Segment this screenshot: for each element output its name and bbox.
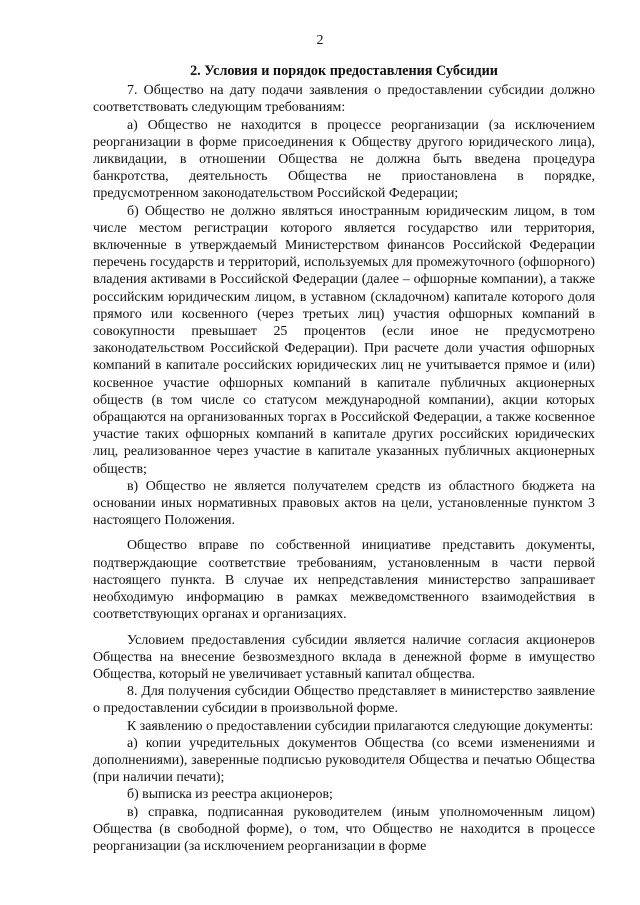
section-title: 2. Условия и порядок предоставления Субсидии <box>190 63 498 79</box>
requirement-v: в) Общество не является получателем средств из областного бюджета на основании иных нормативных правовых актов на цели, установленные пунктом 3 настоящего Положения. <box>93 478 595 529</box>
paragraph-7-intro: 7. Общество на дату подачи заявления о предоставлении субсидии должно соответствовать следующим требованиям: <box>93 83 595 116</box>
requirement-b: б) Общество не должно являться иностранным юридическим лицом, в том числе местом регистрации которого является государство или территория, включенные в утверждаемый Министерством финансов Российской Федерации перечень государств и территорий, используемых для промежуточного (офшорного) владения активами в Российской Федерации (далее – офшорные компании), а также российским юридическим лицом, в уставном (складочном) капитале которого доля прямого или косвенного (через третьих лиц) участия офшорных компаний в совокупности превышает 25 процентов (если иное не предусмотрено законодательством Российской Федерации). При расчете доли участия офшорных компаний в капитале российских юридических лиц не учитывается прямое и (или) косвенное участие офшорных компаний в капитале публичных акционерных обществ (в том числе со статусом международной компании), акции которых обращаются на организованных торгах в Российской Федерации, а также косвенное участие таких офшорных компаний в капитале других российских юридических лиц, реализованное через участие в капитале указанных публичных акционерных обществ; <box>93 203 595 477</box>
attachment-v: в) справка, подписанная руководителем (иным уполномоченным лицом) Общества (в свободной форме), о том, что Общество не находится в процессе реорганизации (за исключением реорганизации в форме <box>93 804 595 854</box>
requirement-a: а) Общество не находится в процессе реорганизации (за исключением реорганизации в форме присоединения к Обществу другого юридического лица), ликвидации, в отношении Общества не должна быть введена процедура банкротства, деятельность Общества не приостановлена в порядке, предусмотренном законодательством Российской Федерации; <box>93 117 595 202</box>
page-number: 2 <box>316 33 324 48</box>
attachments-intro: К заявлению о предоставлении субсидии прилагаются следующие документы: <box>127 718 594 734</box>
document-body <box>93 63 595 855</box>
attachment-b: б) выписка из реестра акционеров; <box>127 787 333 803</box>
documents-initiative-paragraph: Общество вправе по собственной инициативе представить документы, подтверждающие соответствие требованиям, установленным в части первой настоящего пункта. В случае их непредставления министерство запрашивает необходимую информацию в рамках межведомственного взаимодействия в соответствующих органах и организациях. <box>93 538 595 623</box>
attachment-a: а) копии учредительных документов Общества (со всеми изменениями и дополнениями), заверенные подписью руководителя Общества и печатью Общества (при наличии печати); <box>93 735 595 786</box>
shareholder-consent-paragraph: Условием предоставления субсидии является наличие согласия акционеров Общества на внесение безвозмездного вклада в денежной форме в имущество Общества, который не увеличивает уставный капитал общества. <box>93 632 595 682</box>
paragraph-8: 8. Для получения субсидии Общество представляет в министерство заявление о предоставлении субсидии в произвольной форме. <box>93 684 595 717</box>
